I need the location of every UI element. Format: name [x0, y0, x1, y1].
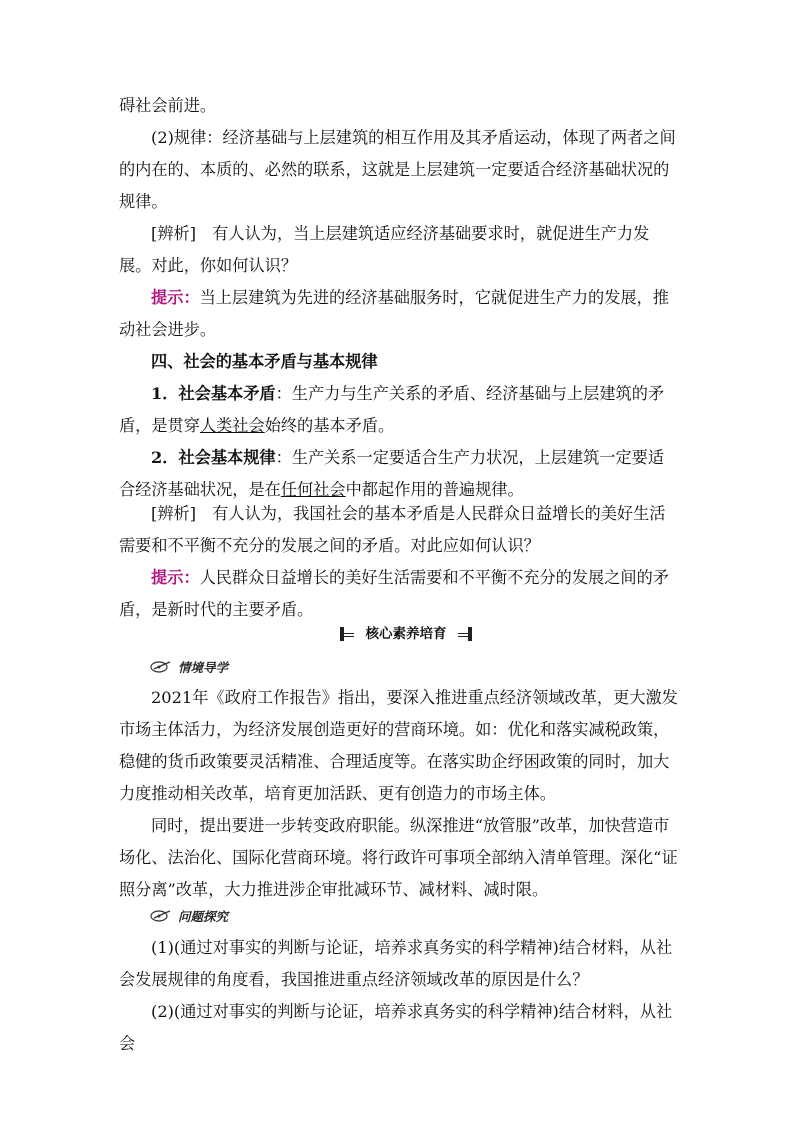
item-underlined: 人类社会 — [199, 416, 265, 435]
material-text: 同时，提出要进一步转变政府职能。纵深推进“放管服”改革，加快营造市场化、法治化、国际化营商环境。将行政许可事项全部纳入清单管理。深化“证照分离”改革，大力推进涉企审批减环节、减材料、减时限。 — [119, 816, 678, 899]
analysis-label: [辨析] — [151, 504, 197, 523]
paragraph-material-2 — [119, 810, 679, 906]
material-text: 2021年《政府工作报告》指出，要深入推进重点经济领域改革，更大激发市场主体活力，为经济发展创造更好的营商环境。如：优化和落实减税政策，稳健的货币政策要灵活精准、合理适度等。在落实助企纾困政策的同时，加大力度推动相关改革，培育更加活跃、更有创造力的市场主体。 — [119, 688, 678, 803]
paragraph-material-1 — [119, 682, 679, 810]
law-label: (2)规律： — [151, 128, 223, 147]
section-header-situation — [150, 657, 228, 677]
section-banner — [340, 623, 472, 645]
tip-label: 提示： — [151, 288, 200, 307]
pen-icon — [150, 660, 174, 674]
paragraph-analysis-1 — [119, 218, 679, 282]
continuation-text: 碍社会前进。 — [119, 96, 217, 115]
item-underlined: 任何社会 — [280, 480, 346, 499]
banner-title: 核心素养培育 — [354, 623, 458, 645]
question-1 — [119, 932, 679, 996]
question-text: (1)(通过对事实的判断与论证，培养求真务实的科学精神)结合材料，从社会发展规律的角度看，我国推进重点经济领域改革的原因是什么？ — [119, 938, 673, 989]
analysis-text: 有人认为，我国社会的基本矛盾是人民群众日益增长的美好生活需要和不平衡不充分的发展之间的矛盾。对此应如何认识？ — [119, 504, 666, 555]
item-text: ：生产关系一定要适合生产力状况，上层建筑一定要适合经济基础状况，是在 — [119, 448, 665, 499]
tip-label: 提示： — [151, 568, 200, 587]
paragraph-continuation — [119, 90, 679, 122]
section-title: 问题探究 — [178, 909, 229, 924]
banner-cap-right — [468, 627, 472, 641]
question-2 — [119, 996, 679, 1060]
section-header-inquiry — [150, 906, 228, 926]
item-label: 2．社会基本规律 — [151, 448, 276, 467]
paragraph-item-2 — [119, 442, 679, 506]
tip-text: 人民群众日益增长的美好生活需要和不平衡不充分的发展之间的矛盾，是新时代的主要矛盾。 — [119, 568, 669, 619]
paragraph-item-1 — [119, 378, 679, 442]
law-text: 经济基础与上层建筑的相互作用及其矛盾运动，体现了两者之间的内在的、本质的、必然的联系，这就是上层建筑一定要适合经济基础状况的规律。 — [119, 128, 676, 211]
pen-icon — [150, 909, 174, 923]
paragraph-law — [119, 122, 679, 218]
item-label: 1．社会基本矛盾 — [151, 384, 276, 403]
paragraph-tip-1 — [119, 282, 679, 346]
paragraph-tip-2 — [119, 562, 679, 626]
paragraph-analysis-2 — [119, 498, 679, 562]
analysis-label: [辨析] — [151, 224, 197, 243]
banner-cap-left — [340, 627, 344, 641]
heading-text: 四、社会的基本矛盾与基本规律 — [151, 352, 378, 371]
heading-section-4 — [119, 346, 679, 378]
analysis-text: 有人认为，当上层建筑适应经济基础要求时，就促进生产力发展。对此，你如何认识？ — [119, 224, 650, 275]
item-text-end: 始终的基本矛盾。 — [264, 416, 395, 435]
section-title: 情境导学 — [178, 660, 229, 675]
item-text: ：生产力与生产关系的矛盾、经济基础与上层建筑的矛盾，是贯穿 — [119, 384, 665, 435]
item-text-end: 中都起作用的普遍规律。 — [345, 480, 524, 499]
question-text: (2)(通过对事实的判断与论证，培养求真务实的科学精神)结合材料，从社会 — [119, 1002, 673, 1053]
tip-text: 当上层建筑为先进的经济基础服务时，它就促进生产力的发展，推动社会进步。 — [119, 288, 669, 339]
